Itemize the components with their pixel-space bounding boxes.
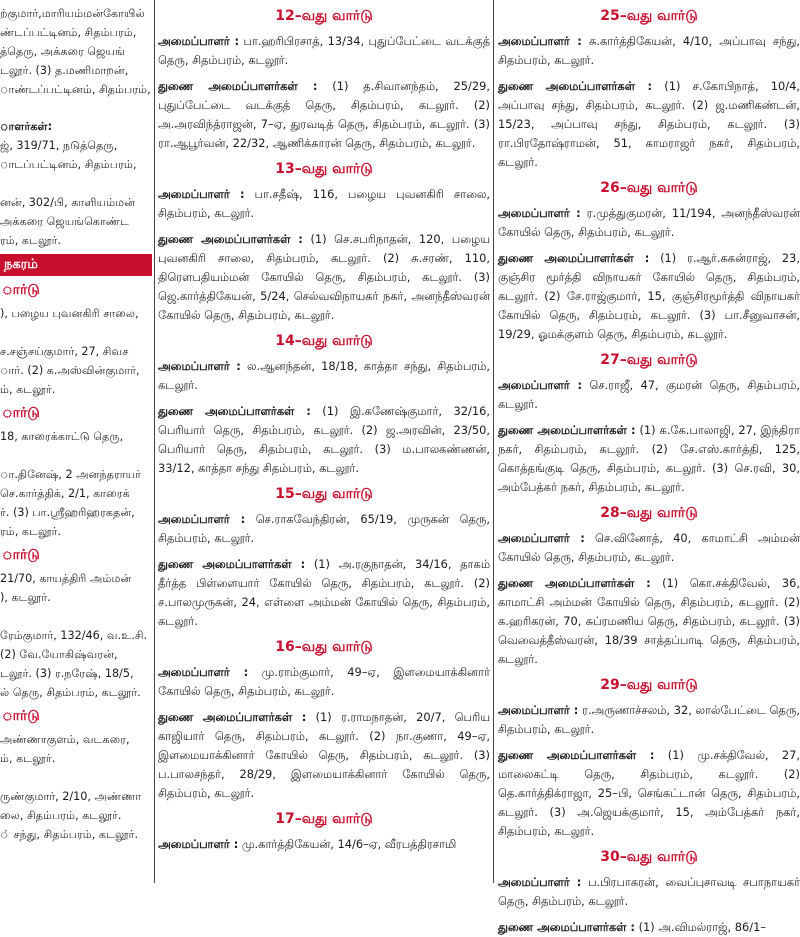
deputies-entry	[158, 402, 490, 478]
deputies-label: துணை அமைப்பாளர்கள் :	[158, 79, 318, 93]
text-line: ாண்டப்பட்டினம், சிதம்பரம்,	[0, 83, 151, 96]
ward-27	[498, 352, 800, 497]
organizer-label: அமைப்பாளர் :	[158, 665, 249, 679]
ward-29	[498, 677, 800, 841]
ward-heading: 28–வது வார்டு	[600, 505, 698, 521]
text-line: ா.தினேஷ், 2 அனந்தராயர்	[0, 468, 142, 481]
deputies-entry	[158, 230, 490, 325]
deputies-text: (1) ச.கோபிநாத், 10/4, அப்பாவு சந்து, சிதம்பரம், கடலூர். (2) ஜ.மணிகண்டன், 15/23, அப்பாவு சந்து, சிதம்பரம், கடலூர். (3) ரா.பிரதோஷ்ராமன், 51, காமராஜர் நகர், சிதம்பரம், கடலூர்.	[498, 79, 800, 169]
text-line: அக்கரை ஜெயங்கொண்ட	[0, 215, 129, 228]
text-line	[0, 174, 152, 193]
organizer-entry	[158, 357, 490, 395]
deputies-text: (1) ர.ராமநாதன், 20/7, பெரிய காஜியார் தெரு, சிதம்பரம், கடலூர். (2) நா.குணா, 49–ஏ, இளமையாக்கினார் கோயில் தெரு, சிதம்பரம், கடலூர். (3) ப.பாலசந்தர், 28/29, இளமையாக்கினார் கோயில் தெரு, சிதம்பரம், கடலூர்.	[158, 710, 490, 800]
text-line	[0, 607, 152, 626]
organizer-label: அமைப்பாளர் :	[158, 359, 241, 373]
organizer-text: ப.பிரபாகரன், வைப்புசாவடி சபாநாயகர் தெரு, சிதம்பரம், கடலூர்.	[498, 875, 800, 908]
text-line: லை, சிதம்பரம், கடலூர்.	[0, 809, 122, 822]
text-line: ண்டப்பட்டினம், சிதம்பரம்,	[0, 26, 137, 39]
ward-14	[158, 333, 490, 478]
deputies-text: (1) த.சிவானந்தம், 25/29, புதுப்பேட்டை வடக்குத் தெரு, சிதம்பரம், கடலூர். (2) அ.அரவிந்த்ராஜன், 7–ஏ, துரவடித் தெரு, சிதம்பரம், கடலூர். (3) ரா.ஆபூர்வன், 22/32, ஆணிக்காரன் தெரு, சிதம்பரம், கடலூர்.	[158, 79, 490, 150]
deputies-entry	[498, 249, 800, 344]
organizer-entry	[158, 835, 490, 854]
ward-25	[498, 8, 800, 172]
text-line: ச.சஞ்சய்குமார், 27, சிவச	[0, 345, 129, 358]
organizer-label: அமைப்பாளர் :	[158, 837, 239, 851]
text-line: ருண்குமார், 2/10, அண்ணா	[0, 790, 142, 803]
ward-30	[498, 849, 800, 937]
organizer-label: அமைப்பாளர் :	[498, 703, 579, 717]
deputies-label: துணை அமைப்பாளர்கள் :	[158, 404, 311, 418]
ward-26	[498, 180, 800, 344]
organizer-label: அமைப்பாளர் :	[498, 34, 582, 48]
ward-heading: ார்டு	[2, 708, 40, 724]
organizer-text: ர.அருணாச்சலம், 32, லால்பேட்டை தெரு, சிதம்பரம், கடலூர்.	[498, 703, 800, 736]
text-line: ார். (2) க.அஸ்வின்குமார்,	[0, 364, 140, 377]
text-line: ரம், கடலூர்.	[0, 234, 62, 247]
col1-block-a	[0, 4, 152, 99]
ward-heading: 27–வது வார்டு	[600, 352, 698, 368]
ward-heading: ார்டு	[2, 405, 40, 421]
deputies-entry	[498, 421, 800, 497]
organizer-label: அமைப்பாளர் :	[158, 187, 245, 201]
left-column	[0, 0, 152, 883]
text-line: ் சந்து, சிதம்பரம், கடலூர்.	[0, 828, 139, 841]
organizer-entry	[498, 204, 800, 242]
text-line: (2) வே.யோகிஷ்வரன்,	[0, 648, 118, 661]
deputies-text: (1) மு.சக்திவேல், 27, மாலைகட்டி தெரு, சிதம்பரம், கடலூர். (2) தெ.கார்த்திக்ராஜா, 25–பி, செங்கட்டான் தெரு, சிதம்பரம், கடலூர். (3) அ.ஜெயக்குமார், 15, அம்பேத்கர் நகர், சிதம்பரம், கடலூர்.	[498, 748, 800, 838]
organizer-label: அமைப்பாளர் :	[158, 34, 240, 48]
organizer-label: அமைப்பாளர் :	[498, 875, 582, 889]
organizer-label: அமைப்பாளர் :	[158, 512, 246, 526]
section-band: நகரம்	[0, 254, 152, 276]
deputies-entry	[498, 746, 800, 841]
ward-16	[158, 639, 490, 803]
ward-heading: 26–வது வார்டு	[600, 180, 698, 196]
text-line: ரேம்குமார், 132/46, வ.உ.சி.	[0, 629, 148, 642]
organizer-text: பா.சதீஷ், 116, பழைய புவனகிரி சாலை, சிதம்பரம், கடலூர்.	[158, 187, 490, 220]
text-line: ர். (3) பா.ஸ்ரீஹரிஹரகதன்,	[0, 506, 135, 519]
deputies-entry	[498, 918, 800, 937]
ward-12	[158, 8, 490, 153]
organizer-entry	[498, 701, 800, 739]
organizer-entry	[498, 873, 800, 911]
middle-column	[158, 0, 490, 883]
ward-heading: 13–வது வார்டு	[275, 161, 373, 177]
ward-15	[158, 486, 490, 631]
organizer-text: செ.ராகவேந்திரன், 65/19, முருகன் தெரு, சிதம்பரம், கடலூர்.	[158, 512, 490, 545]
text-line: ம், கடலூர்.	[0, 383, 56, 396]
deputies-label: துணை அமைப்பாளர்கள் :	[158, 232, 303, 246]
ward-heading: 14–வது வார்டு	[275, 333, 373, 349]
text-line: 18, காரைக்காட்டு தெரு,	[0, 430, 124, 443]
organizer-text: மு.ராம்குமார், 49–ஏ, இளமையாக்கினார் கோயில் தெரு, சிதம்பரம், கடலூர்.	[158, 665, 490, 698]
text-line: த்தெரு, அக்கரை ஜெயங்	[0, 45, 125, 58]
organizer-label: அமைப்பாளர் :	[498, 378, 583, 392]
organizer-entry	[498, 32, 800, 70]
text-line: அண்ணாகுளம், வடகரை,	[0, 733, 130, 746]
organizer-entry	[158, 663, 490, 701]
deputy-label: ாளர்கள்:	[0, 120, 53, 133]
organizer-text: ர.முத்துகுமரன், 11/194, அனந்தீஸ்வரன் கோயில் தெரு, சிதம்பரம், கடலூர்.	[498, 206, 800, 239]
text-line: ), பழைய புவனகிரி சாலை,	[0, 307, 139, 320]
deputies-text: (1) இ.கணேஷ்குமார், 32/16, பெரியார் தெரு, சிதம்பரம், கடலூர். (2) ஜ.அரவின், 23/50, பெரியார் தெரு, சிதம்பரம், கடலூர். (3) ம.பாலகண்ணன், 33/12, காத்தா சந்து சிதம்பரம், கடலூர்.	[158, 404, 490, 475]
organizer-text: சு.கார்த்திகேயன், 4/10, அப்பாவு சந்து, சிதம்பரம், கடலூர்.	[498, 34, 800, 67]
ward-heading: 25–வது வார்டு	[600, 8, 698, 24]
ward-heading: 30–வது வார்டு	[600, 849, 698, 865]
deputies-entry	[498, 574, 800, 669]
deputies-text: (1) க.கே.பாலாஜி, 27, இந்திரா நகர், சிதம்பரம், கடலூர். (2) சே.எஸ்.கார்த்தி, 125, கொத்தங்குடி தெரு, சிதம்பரம், கடலூர். (3) செ.ரவி, 30, அம்பேத்கர் நகர், சிதம்பரம், கடலூர்.	[498, 423, 800, 494]
organizer-entry	[498, 376, 800, 414]
ward-17	[158, 811, 490, 854]
text-line: ரம், கடலூர்.	[0, 525, 62, 538]
deputies-text: (1) அ.விமல்ராஜ், 86/1–	[634, 920, 767, 934]
ward-heading: 16–வது வார்டு	[275, 639, 373, 655]
organizer-entry	[158, 185, 490, 223]
organizer-text: மு.கார்த்திகேயன், 14/6–ஏ, வீரபத்திரசாமி	[238, 837, 457, 851]
deputies-text: (1) அ.ரகுநாதன், 34/16, தாகம் தீர்த்த பிள்ளையார் கோயில் தெரு, சிதம்பரம், கடலூர். (2) ச.பாலமுருகன், 24, எள்ளை அம்மன் கோயில் தெரு, சிதம்பரம், கடலூர்.	[158, 557, 490, 628]
organizer-label: அமைப்பாளர் :	[498, 206, 581, 220]
right-column	[498, 0, 800, 934]
organizer-text: ல.ஆனந்தன், 18/18, காத்தா சந்து, சிதம்பரம், கடலூர்.	[158, 359, 490, 392]
text-line: ஜ், 319/71, நடுத்தெரு,	[0, 139, 118, 152]
deputies-label: துணை அமைப்பாளர்கள் :	[498, 79, 653, 93]
deputies-label: துணை அமைப்பாளர்கள் :	[498, 423, 636, 437]
ward-heading: 12–வது வார்டு	[275, 8, 373, 24]
text-line	[0, 446, 152, 465]
text-line: செ.கார்த்திக், 2/1, காரைக்	[0, 487, 130, 500]
column-divider	[493, 0, 494, 883]
ward-heading: 17–வது வார்டு	[275, 811, 373, 827]
deputies-entry	[158, 708, 490, 803]
ward-13	[158, 161, 490, 325]
deputies-entry	[158, 555, 490, 631]
text-line: ல் தெரு, சிதம்பரம், கடலூர்.	[0, 686, 141, 699]
text-line: டலூர். (3) த.மணிமாறன்,	[0, 64, 129, 77]
deputies-label: துணை அமைப்பாளர்கள் :	[158, 710, 307, 724]
deputies-entry	[498, 77, 800, 172]
deputies-label: துணை அமைப்பாளர்கள் :	[498, 748, 655, 762]
organizer-text: செ.ராஜீ, 47, குமரன் தெரு, சிதம்பரம், கடலூர்.	[498, 378, 800, 411]
ward-heading: ார்டு	[2, 282, 40, 298]
text-line: ), கடலூர்.	[0, 591, 51, 604]
ward-28	[498, 505, 800, 669]
organizer-entry	[158, 32, 490, 70]
organizer-entry	[158, 510, 490, 548]
text-line: ம், கடலூர்.	[0, 752, 56, 765]
deputies-text: (1) செ.சபரிநாதன், 120, பழைய புவனகிரி சாலை, சிதம்பரம், கடலூர். (2) சு.சரண், 110, திரௌபதியம்மன் கோயில் தெரு, சிதம்பரம், கடலூர். (3) ஜெ.கார்த்திகேயன், 5/24, செல்வவிநாயகர் நகர், அனந்தீஸ்வரன் கோயில் தெரு, சிதம்பரம், கடலூர்.	[158, 232, 490, 322]
text-line: 21/70, காயத்திரி அம்மன்	[0, 572, 132, 585]
deputies-entry	[158, 77, 490, 153]
text-line: ற்குமார்,மாரியம்மன்கோயில்	[0, 7, 145, 20]
organizer-entry	[498, 529, 800, 567]
column-divider	[154, 0, 155, 883]
deputies-label: துணை அமைப்பாளர்கள் :	[158, 557, 306, 571]
deputies-text: (1) கொ.சக்திவேல், 36, காமாட்சி அம்மன் கோயில் தெரு, சிதம்பரம், கடலூர். (2) க.ஹரிகரன், 70, சுப்ரமணிய தெரு, சிதம்பரம், கடலூர். (3) வெவைத்தீஸ்வரன், 18/39 சாத்தப்பாடி தெரு, சிதம்பரம், கடலூர்.	[498, 576, 800, 666]
ward-heading: 15–வது வார்டு	[275, 486, 373, 502]
text-line: னன், 302/பி, காளியம்மன்	[0, 196, 136, 209]
text-line	[0, 768, 152, 787]
organizer-text: செ.வினோத், 40, காமாட்சி அம்மன் கோயில் தெரு, சிதம்பரம், கடலூர்.	[498, 531, 800, 564]
deputies-label: துணை அமைப்பாளர்கள் :	[498, 920, 635, 934]
text-line: ாடப்பட்டினம், சிதம்பரம்,	[0, 158, 137, 171]
deputies-label: துணை அமைப்பாளர்கள் :	[498, 251, 650, 265]
text-line	[0, 323, 152, 342]
organizer-text: பா.ஹரிபிரசாத், 13/34, புதுப்பேட்டை வடக்குத் தெரு, சிதம்பரம், கடலூர்.	[158, 34, 490, 67]
text-line: டலூர். (3) ர.நரேஷ், 18/5,	[0, 667, 134, 680]
ward-heading: 29–வது வார்டு	[600, 677, 698, 693]
deputies-label: துணை அமைப்பாளர்கள் :	[498, 576, 651, 590]
organizer-label: அமைப்பாளர் :	[498, 531, 585, 545]
deputies-text: (1) ர.ஆர்.ககன்ராஜ், 23, குஞ்சிர மூர்த்தி விநாயகர் கோயில் தெரு, சிதம்பரம், கடலூர். (2) சே.ராஜ்குமார், 15, குஞ்சிரமூர்த்தி விநாயகர் கோயில் தெரு, சிதம்பரம், கடலூர். (3) பா.சீனுவாசன், 19/29, ஓமக்குளம் தெரு, சிதம்பரம், கடலூர்.	[498, 251, 800, 341]
ward-heading: ார்டு	[2, 547, 40, 563]
